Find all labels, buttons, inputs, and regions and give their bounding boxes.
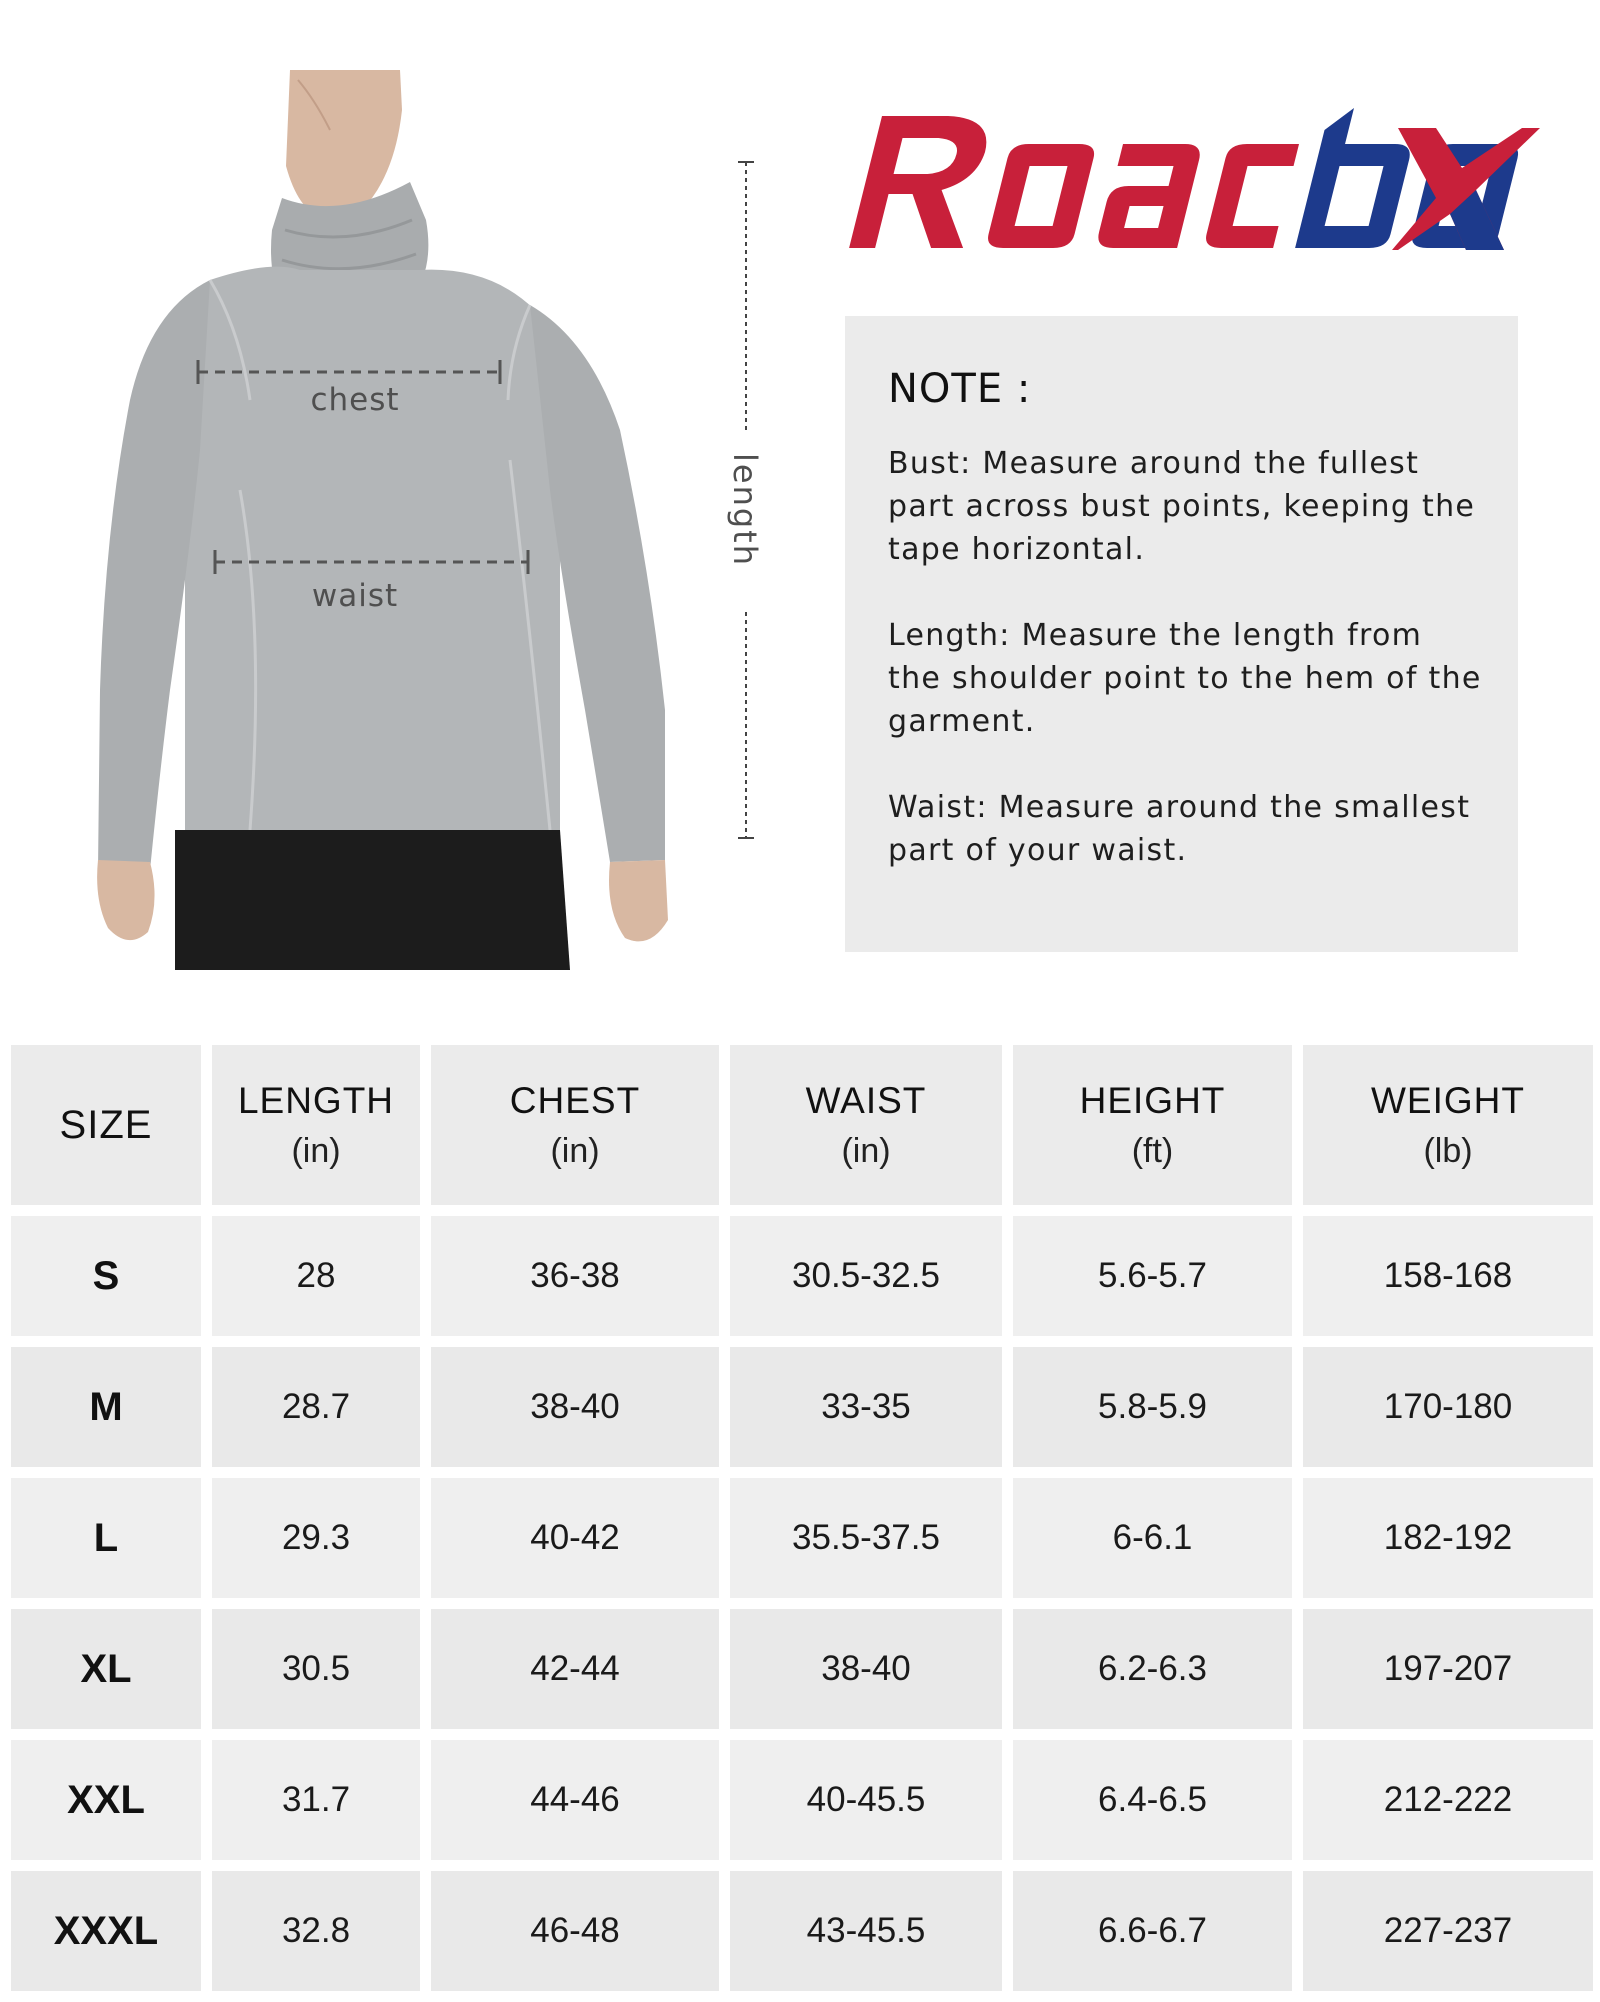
header-chest: CHEST (in): [431, 1045, 719, 1205]
header-weight: WEIGHT (lb): [1303, 1045, 1593, 1205]
header-length: LENGTH (in): [212, 1045, 420, 1205]
waist-cell: 43-45.5: [806, 1911, 926, 1950]
length-cell: 30.5: [281, 1649, 351, 1688]
weight-cell: 182-192: [1383, 1518, 1513, 1557]
table-header-row: [11, 1045, 1593, 1205]
size-cell: M: [89, 1384, 123, 1429]
header-height: HEIGHT (ft): [1013, 1045, 1292, 1205]
length-cell: 32.8: [281, 1911, 351, 1950]
length-cell: 28.7: [281, 1387, 351, 1426]
model-figure: [90, 70, 670, 970]
chest-cell: 38-40: [530, 1387, 620, 1426]
chest-cell: 40-42: [530, 1518, 620, 1557]
weight-cell: 227-237: [1383, 1911, 1513, 1950]
chest-cell: 44-46: [530, 1780, 620, 1819]
size-cell: L: [93, 1515, 119, 1560]
note-bust: Bust: Measure around the fullest part across bust points, keeping the tape horizontal.: [888, 446, 1476, 567]
length-cell: 29.3: [281, 1518, 351, 1557]
table-row: [11, 1740, 1593, 1860]
note-length: Length: Measure the length from the shoulder point to the hem of the garment.: [888, 618, 1482, 739]
height-cell: 6-6.1: [1112, 1518, 1193, 1557]
height-cell: 6.6-6.7: [1098, 1911, 1207, 1950]
chest-cell: 46-48: [530, 1911, 620, 1950]
chest-cell: 42-44: [530, 1649, 620, 1688]
size-cell: S: [92, 1253, 120, 1298]
waist-label: waist: [311, 578, 399, 614]
hoodie-shirt-illustration: [90, 70, 670, 970]
weight-cell: 170-180: [1383, 1387, 1513, 1426]
height-cell: 6.2-6.3: [1098, 1649, 1207, 1688]
size-cell: XXL: [67, 1777, 145, 1822]
header-waist: WAIST (in): [730, 1045, 1002, 1205]
waist-cell: 38-40: [821, 1649, 911, 1688]
note-panel: [845, 316, 1518, 952]
note-waist: Waist: Measure around the smallest part of your waist.: [888, 790, 1471, 868]
waist-cell: 30.5-32.5: [792, 1256, 940, 1295]
weight-cell: 212-222: [1383, 1780, 1513, 1819]
table-row: [11, 1609, 1593, 1729]
length-cell: 31.7: [281, 1780, 351, 1819]
size-chart-table: [11, 1045, 1593, 2002]
height-cell: 5.8-5.9: [1098, 1387, 1207, 1426]
weight-cell: 197-207: [1383, 1649, 1513, 1688]
length-label: length: [726, 453, 764, 567]
height-cell: 5.6-5.7: [1098, 1256, 1207, 1295]
chest-cell: 36-38: [530, 1256, 620, 1295]
waist-cell: 40-45.5: [806, 1780, 926, 1819]
size-cell: XXXL: [53, 1908, 159, 1953]
size-cell: XL: [80, 1646, 132, 1691]
waist-cell: 33-35: [821, 1387, 911, 1426]
length-cell: 28: [296, 1256, 336, 1295]
height-cell: 6.4-6.5: [1098, 1780, 1207, 1819]
table-row: [11, 1478, 1593, 1598]
table-row: [11, 1347, 1593, 1467]
note-title: NOTE :: [888, 366, 1032, 412]
table-row: [11, 1871, 1593, 1991]
weight-cell: 158-168: [1383, 1256, 1513, 1295]
header-size: SIZE: [11, 1045, 201, 1205]
chest-label: chest: [310, 382, 400, 418]
waist-cell: 35.5-37.5: [792, 1518, 940, 1557]
roadbox-logo-x: [1392, 128, 1540, 250]
table-row: [11, 1216, 1593, 1336]
